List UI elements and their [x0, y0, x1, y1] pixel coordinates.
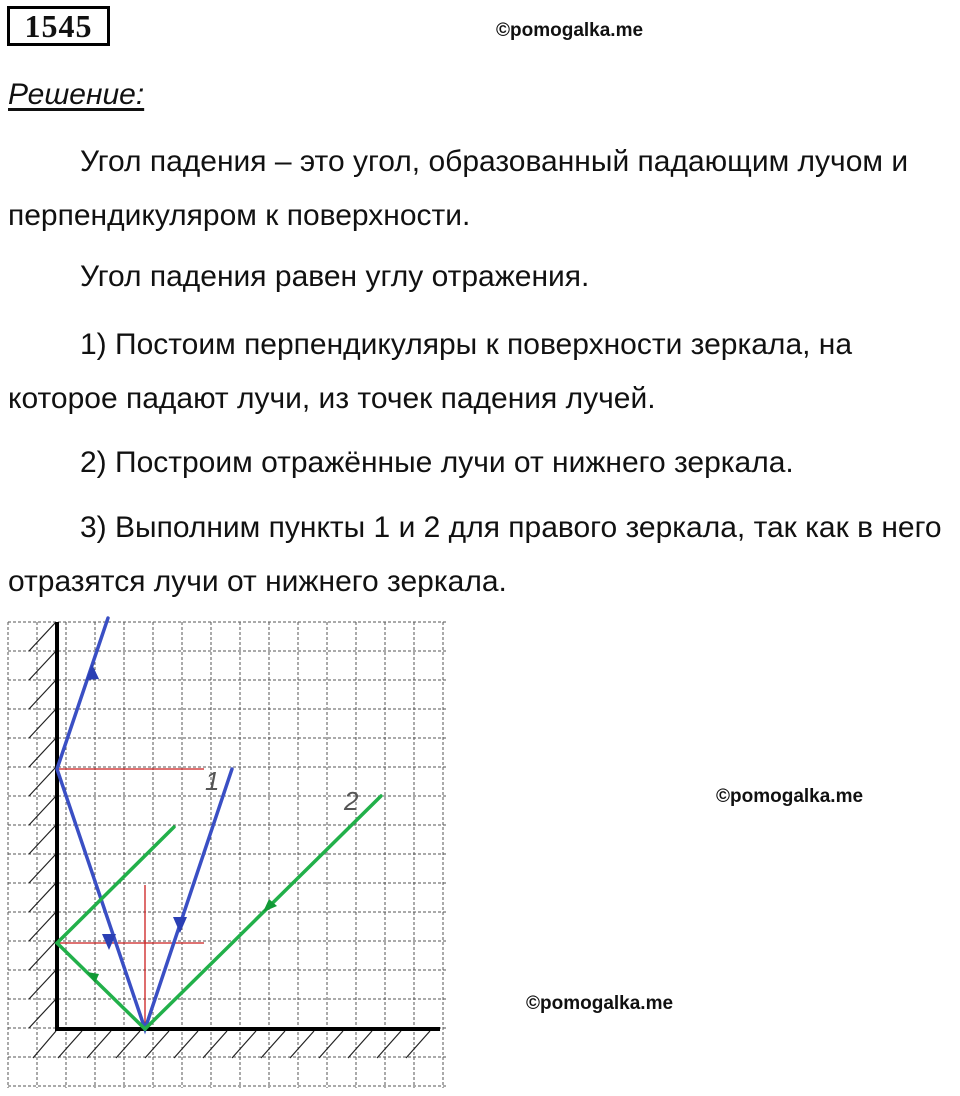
paragraph-4: 2) Построим отражённые лучи от нижнего зеркала. — [80, 446, 794, 479]
paragraph-5: 3) Выполним пункты 1 и 2 для правого зеркала, так как в него отразятся лучи от нижнего зеркала. — [8, 511, 942, 598]
watermark-top: ©pomogalka.me — [496, 20, 644, 41]
grid — [8, 622, 448, 1088]
ray-1-arrows — [86, 664, 187, 950]
ray-label-2: 2 — [344, 786, 359, 816]
ray-diagram — [0, 608, 450, 1096]
ray-label-1: 1 — [205, 766, 220, 796]
paragraph-1: Угол падения – это угол, образованный падающим лучом и перпендикуляром к поверхности. — [8, 145, 909, 232]
paragraph-2: Угол падения равен углу отражения. — [80, 260, 590, 293]
watermark-middle: ©pomogalka.me — [716, 786, 864, 807]
solution-heading: Решение: — [8, 78, 145, 111]
watermark-bottom: ©pomogalka.me — [526, 993, 674, 1014]
paragraph-3: 1) Постоим перпендикуляры к поверхности зеркала, на которое падают лучи, из точек падения лучей. — [8, 328, 853, 415]
problem-number: 1545 — [7, 6, 110, 46]
bottom-mirror-hatching — [33, 1031, 430, 1058]
